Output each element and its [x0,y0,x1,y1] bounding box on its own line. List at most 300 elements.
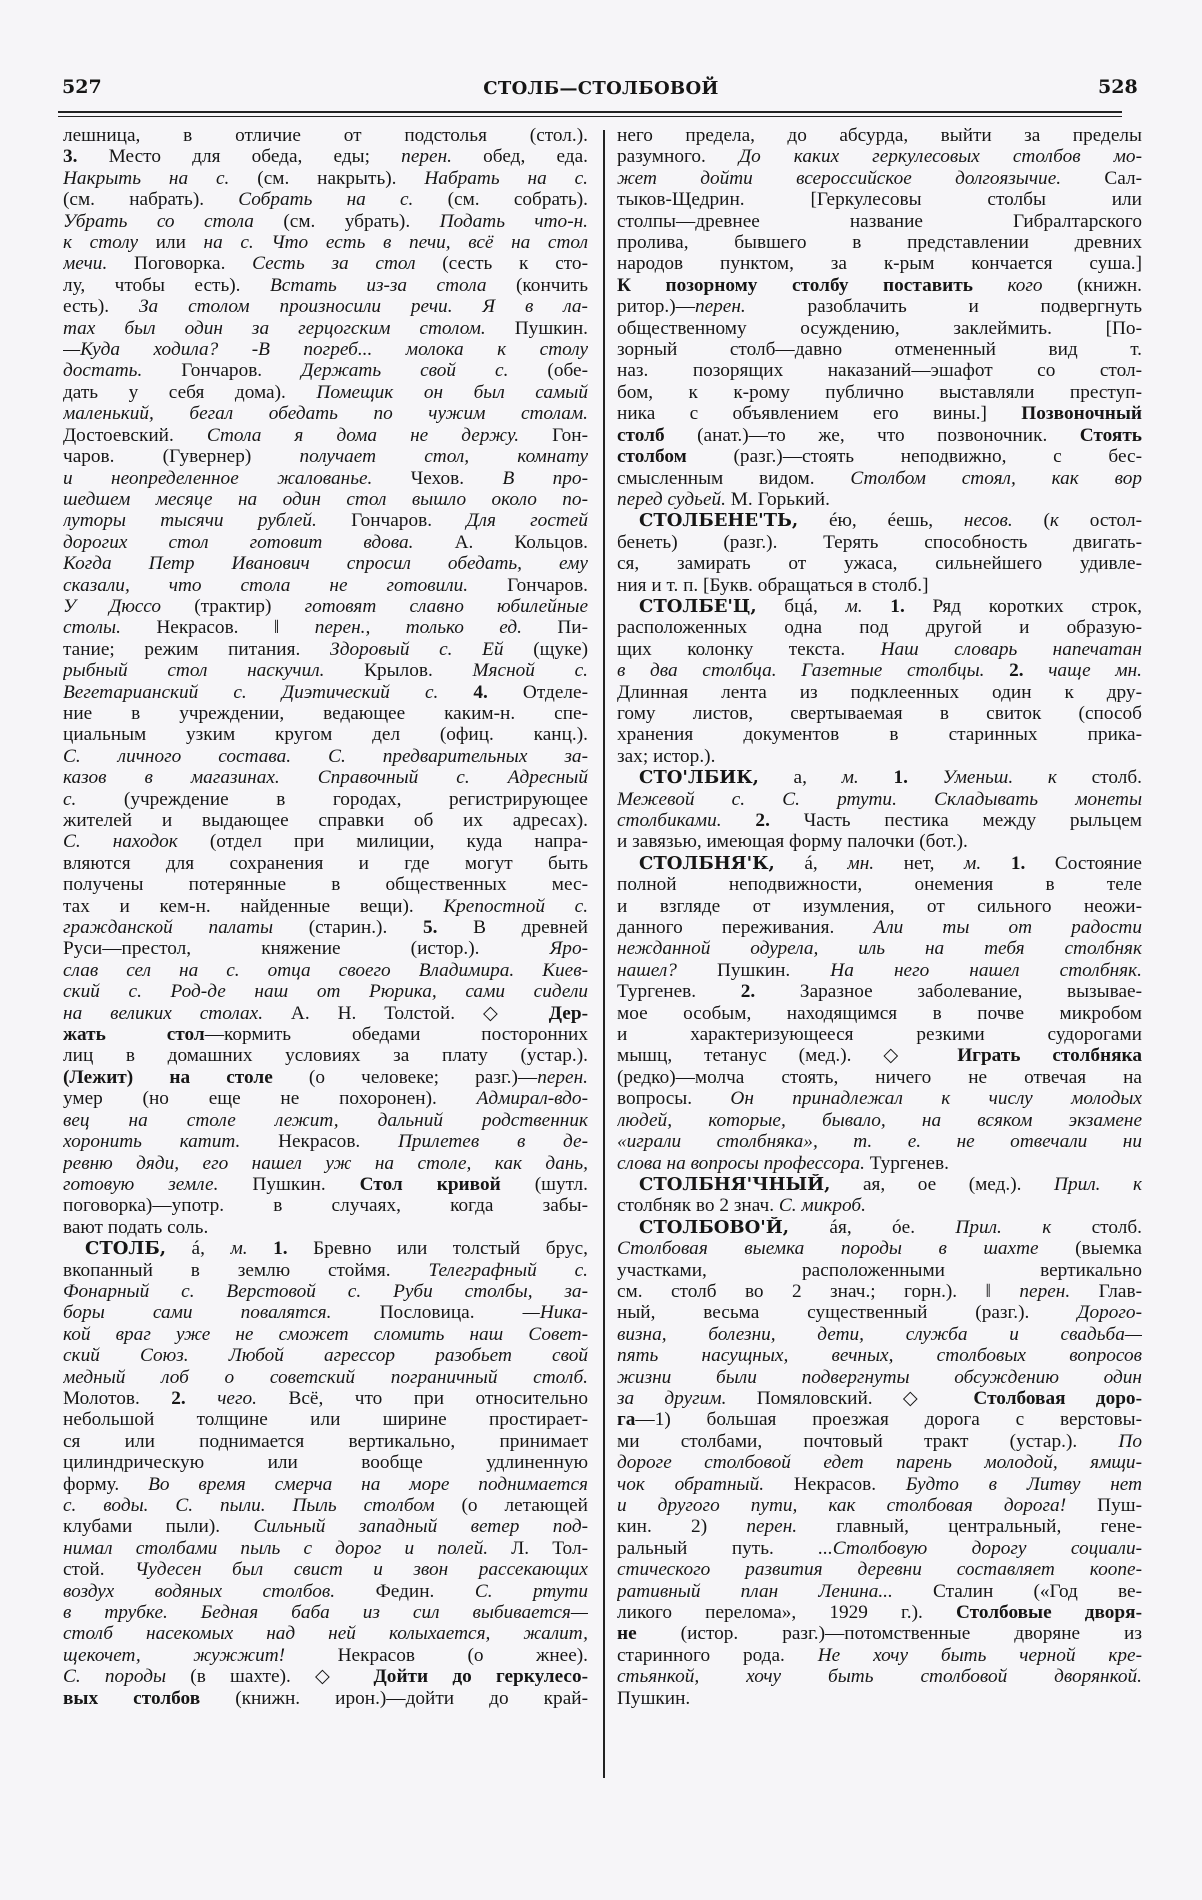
text-line [63,981,588,1002]
italic-example: стьянкой, хочу быть столбовой дворянкой. [617,1666,1142,1688]
text-line [63,125,588,146]
italic-example: кой враг уже не сможет сломить наш Совет- [63,1323,588,1345]
italic-example: Али ты от радости [873,917,1142,939]
italic-example: Мясной с. [472,660,588,682]
bold-phrase: Дер- [548,1002,588,1024]
text-line [617,1238,1142,1259]
text-line [63,1067,588,1088]
italic-example: столы. [63,617,121,639]
text-line [63,1195,588,1216]
text-line [617,1452,1142,1473]
bold-phrase: 1. [1010,852,1026,874]
text-line [63,874,588,895]
italic-example: Держать свой с. [301,360,509,382]
text-line [63,1110,588,1131]
italic-example: к [1049,510,1059,532]
text-run: (см. собрать). [413,189,588,211]
text-line [617,425,1142,446]
text-run: А. Н. Толстой. ◇ [263,1002,549,1024]
italic-example: визна, болезни, дети, служба и свадьба— [617,1323,1142,1345]
italic-example: Во время смерча на море поднимается [148,1473,588,1495]
text-run: (кончить [486,274,588,296]
text-line [63,489,588,510]
text-line [617,1260,1142,1281]
text-line [63,617,588,638]
text-run: Поговорка. [107,253,253,275]
italic-example: Здоровый с. Ей [329,638,504,660]
text-run: (анат.)—то же, что позвоночник. [664,424,1080,446]
text-line [63,938,588,959]
italic-example: столб насекомых над ней колыхается, жалит, [63,1623,588,1645]
text-line [63,1409,588,1430]
italic-example: на с. Что есть в печи, всё на стол [203,232,588,254]
text-run: Некрасов. ‖ [120,617,315,639]
text-line [63,1302,588,1323]
text-run: á, [165,1238,231,1260]
text-line [617,575,1142,596]
bold-phrase: Стол кривой [359,1173,501,1195]
text-run: разумного. [617,146,739,168]
text-line [617,1431,1142,1452]
text-line [617,1003,1142,1024]
bold-phrase: К позорному столбу поставить [617,274,973,296]
text-run: ный, весьма существенный (разг.). [617,1302,1078,1324]
italic-example: Наш словарь напечатан [880,638,1142,660]
text-run: (см. набрать). [63,189,239,211]
text-line [617,1559,1142,1580]
italic-example: Набрать на с. [424,167,588,189]
text-line [63,789,588,810]
entry-headword-line [617,510,1142,531]
italic-example: Встать из-за стола [269,274,487,296]
italic-example: ративный план Ленина... [617,1580,893,1602]
text-run: и взгляде от изумления, от сильного неожи- [617,895,1142,917]
italic-example: Будто в Литву нет [905,1473,1142,1495]
text-run: (книжн. [1042,274,1142,296]
text-run: ритор.)— [617,296,695,318]
text-line [617,1602,1142,1623]
italic-example: Подать что-н. [439,210,588,232]
italic-example: кого [1007,274,1043,296]
text-run: ся или поднимается вертикально, принимает [63,1430,588,1452]
text-line [617,1345,1142,1366]
bold-phrase: 2. [755,810,770,831]
text-line [617,789,1142,810]
entry-headword-line [63,1238,588,1259]
italic-example: с. воды. С. пыли. Пыль столбом [63,1495,435,1516]
bold-phrase: Столбовые дворя- [955,1602,1142,1624]
text-line [63,168,588,189]
text-run: Пушкин. [617,1687,691,1709]
text-line [63,1174,588,1195]
text-run: столб. [1056,767,1142,789]
text-run: Пословица. [331,1302,523,1324]
italic-example: несов. [963,510,1013,532]
italic-example: чок обратный. [617,1473,765,1495]
text-run: (трактир) [161,595,305,617]
text-run: (учреждение в городах, регистрирующее [76,788,588,810]
text-run [981,853,1011,874]
text-run: ся, замирать от ужаса, сильнейшего удивле- [617,553,1142,575]
text-line [63,703,588,724]
bold-phrase: 2. [171,1387,186,1409]
text-line [63,1538,588,1559]
italic-example: дороге столбовой едет парень молодой, ямщи- [617,1452,1142,1474]
text-line [63,746,588,767]
text-line [63,575,588,596]
text-line [617,1367,1142,1388]
text-run: Место для обеда, еды; [77,146,402,168]
italic-example: нежданной одурела, иль на тебя столбняк [617,938,1142,960]
text-run: (шутл. [500,1173,588,1195]
entry-headword-line [617,1174,1142,1195]
text-run: гому листов, свертываемая в свиток (способ [617,702,1142,724]
text-run: (см. убрать). [253,210,440,232]
text-run: Гончаров. [142,360,302,382]
bold-phrase: 1. [273,1238,288,1260]
text-line [617,1495,1142,1516]
text-run [859,767,894,788]
text-line [63,360,588,381]
text-line [63,1131,588,1152]
text-run: Пушкин. [485,317,588,339]
italic-example: До каких геркулесовых столбов мо- [738,146,1142,168]
text-run: чаров. (Гувернер) [63,446,300,468]
text-run: бенеть) (разг.). Терять способность двигать- [617,531,1142,553]
text-run: —кормить обедами посторонних [204,1024,588,1046]
text-run: лиц в домашних условиях за плату (устар.). [63,1045,588,1067]
entry-headword-line [617,1217,1142,1238]
text-line [63,810,588,831]
italic-example: За столом произносили речи. Я в ла- [138,296,588,318]
italic-example: ревню дяди, его нашел уж на столе, как дань, [63,1152,588,1174]
italic-example: Межевой с. С. ртути. Складывать монеты [617,788,1142,810]
italic-example: рыбный стол наскучил. [63,660,325,682]
text-line [63,917,588,938]
text-line [617,339,1142,360]
italic-example: перен. [537,1066,588,1088]
italic-example: м. [964,852,982,874]
right-column [617,125,1142,1709]
text-line [617,189,1142,210]
bold-phrase: 4. [473,681,488,703]
italic-example: стического развития деревни составляет коопе- [617,1559,1142,1581]
italic-example: готовую земле. [63,1173,219,1195]
bold-phrase: Столбовая доро- [973,1387,1142,1409]
text-line [63,1452,588,1473]
text-run: вают подать соль. [63,1216,209,1238]
text-run: Достоевский. [63,424,207,446]
text-line [617,168,1142,189]
text-run: умер (но еще не похоронен). [63,1088,477,1110]
text-line [617,1067,1142,1088]
text-run: ника с объявлением его вины.] [617,403,1022,425]
text-run: М. Горький. [725,488,830,510]
text-line [63,660,588,681]
text-line [617,489,1142,510]
bold-phrase: га [617,1409,636,1431]
italic-example: пять насущных, вечных, столбовых вопросов [617,1345,1142,1367]
italic-example: к [1047,767,1057,789]
bold-phrase: Позвоночный [1021,403,1142,425]
text-line [63,532,588,553]
text-line [617,1324,1142,1345]
text-run: есть). [63,296,139,318]
text-line [63,1495,588,1516]
bold-phrase: 1. [893,767,908,789]
text-line [63,1666,588,1687]
text-run: Чехов. [372,467,503,489]
text-line [617,1409,1142,1430]
italic-example: вец на столе лежит, дальний родственник [63,1109,588,1131]
text-run: расположенных одна под другой и образую- [617,617,1142,639]
headword: СТО'ЛБИК, [639,767,759,789]
running-head: СТОЛБ—СТОЛБОВОЙ [483,78,719,99]
text-line [617,1516,1142,1537]
text-run: á, [774,852,848,874]
text-run: ние в учреждении, ведающее каким-н. спе- [63,702,588,724]
text-run: и характеризующееся резкими судорогами [617,1024,1142,1046]
text-run: ральный путь. [617,1537,819,1559]
text-line [63,1602,588,1623]
text-line [617,660,1142,681]
text-run: —1) большая проезжая дорога с верстовы- [635,1409,1142,1431]
text-run: полной неподвижности, онемения в теле [617,874,1142,896]
text-run: Гончаров. [468,574,588,596]
text-line [617,360,1142,381]
text-line [617,403,1142,424]
text-line [617,703,1142,724]
text-run: (в шахте). ◇ [166,1666,374,1688]
italic-example: м. [841,767,859,789]
italic-example: готовят славно юбилейные [304,595,588,617]
italic-example: По [1118,1430,1142,1452]
italic-example: казов в магазинах. Справочный с. Адресный [63,767,588,789]
text-line [617,1645,1142,1666]
text-run: столбняк во 2 знач. [617,1195,779,1217]
italic-example: Убрать со стола [63,210,254,232]
text-line [63,339,588,360]
text-run: или [138,232,204,254]
text-line [617,232,1142,253]
text-run: áя, óе. [789,1216,956,1238]
text-run [186,1388,217,1409]
italic-example: жизни были подвергнуты обсуждению один [617,1366,1142,1388]
italic-example: шедшем месяце на один стол вышло около по- [63,488,588,510]
entry-headword-line [617,596,1142,617]
text-run: Федин. [335,1580,475,1602]
text-run: клубами пыли). [63,1516,254,1538]
italic-example: и другого пути, как столбовая дорога! [617,1495,1067,1516]
text-line [63,1559,588,1580]
text-line [617,1110,1142,1131]
text-line [63,296,588,317]
text-run: см. столб во 2 знач.; горн.). ‖ [617,1280,1020,1302]
italic-example: Стола я дома не держу. [206,424,520,446]
italic-example: перен., только ед. [314,617,522,639]
text-run: Гончаров. [316,510,467,532]
italic-example: луторы тысячи рублей. [63,510,317,532]
bold-phrase: вых столбов [63,1687,201,1709]
bold-phrase: Играть столбняка [957,1045,1142,1067]
bold-phrase: 3. [63,146,78,168]
italic-example: столбиками. [617,810,722,831]
text-line [63,468,588,489]
text-line [617,639,1142,660]
text-line [63,1003,588,1024]
text-run: столпы—древнее название Гибралтарского [617,210,1142,232]
text-line [63,1474,588,1495]
text-run: Бревно или толстый брус, [287,1238,588,1260]
italic-example: к столу [63,232,138,254]
text-run: обед, еда. [451,146,588,168]
text-run [863,596,891,617]
text-run: тах и кем-н. найденные вещи). [63,895,444,917]
text-run: вопросы. [617,1088,731,1110]
text-run: Л. Тол- [488,1537,588,1559]
text-run [1024,660,1049,681]
italic-example: слав сел на с. отца своего Владимира. Киев- [63,959,588,981]
text-line [617,724,1142,745]
text-run: участками, расположенными вертикально [617,1259,1142,1281]
text-run: смысленным видом. [617,467,851,489]
text-line [617,896,1142,917]
italic-example: людей, которые, бывало, на всяком экзамене [617,1109,1142,1131]
text-run: мышц, тетанус (мед.). ◇ [617,1045,958,1067]
text-run: Пи- [521,617,588,639]
italic-example: Помещик он был самый [316,381,588,403]
text-run: небольшой толщине или ширине простирает- [63,1409,588,1431]
text-line [617,553,1142,574]
text-line [617,682,1142,703]
text-line [63,1345,588,1366]
italic-example: Прил. к [1054,1173,1142,1195]
text-line [63,1324,588,1345]
text-run: (о человеке; разг.)— [272,1066,538,1088]
text-run: старинного рода. [617,1644,818,1666]
text-line [617,296,1142,317]
text-run: Пушкин. [218,1173,360,1195]
text-line [63,596,588,617]
text-run: столб. [1051,1216,1142,1238]
text-line [617,211,1142,232]
italic-example: щекочет, жужжит! [63,1644,286,1666]
italic-example: Когда Петр Иванович спросил обедать, ему [63,553,588,575]
text-line [617,318,1142,339]
text-line [63,1045,588,1066]
text-run: ( [1012,510,1050,532]
italic-example: ский с. Род-де наш от Рюрика, сами сидели [63,981,588,1003]
text-line [617,1623,1142,1644]
italic-example: Накрыть на с. [63,167,230,189]
text-run: ая, ое (мед.). [830,1173,1055,1195]
text-line [63,1431,588,1452]
text-line [617,981,1142,1002]
text-line [617,960,1142,981]
italic-example: слова на вопросы профессора. [617,1152,865,1174]
italic-example: Дорого- [1077,1302,1142,1324]
italic-example: сказали, что стола не готовили. [63,574,469,596]
italic-example: на великих столах. [63,1002,264,1024]
bold-phrase: столб [617,424,665,446]
text-run: Отделе- [487,681,588,703]
text-run [248,1238,274,1259]
text-run: (истор. разг.)—потомственные дворяне из [636,1623,1142,1645]
text-run: бом, к к-рому публично выставляли преступ- [617,381,1142,403]
text-run: кин. 2) [617,1516,747,1538]
text-line [63,724,588,745]
italic-example: перен. [401,146,452,168]
text-line [63,1388,588,1409]
text-line [63,1367,588,1388]
italic-example: Адмирал-вдо- [476,1088,588,1110]
text-run: лешница, в отличие от подстолья (стол.). [63,125,588,146]
italic-example: С. породы [63,1666,167,1688]
text-line [63,1645,588,1666]
italic-example: боры сами повалятся. [63,1302,332,1324]
italic-example: воздух водяных столбов. [63,1580,336,1602]
headword: СТОЛБНЯ'ЧНЫЙ, [639,1173,831,1195]
text-line [63,1581,588,1602]
text-run: Состояние [1025,852,1142,874]
text-run: Всё, что при относительно [256,1387,588,1409]
italic-example: медный лоб о советский пограничный столб. [63,1366,588,1388]
entry-headword-line [617,853,1142,874]
italic-example: достать. [63,360,143,382]
italic-example: Для гостей [466,510,588,532]
text-line [63,1024,588,1045]
bold-phrase: Стоять [1079,424,1142,446]
text-line [63,211,588,232]
italic-example: —Ника- [522,1302,588,1324]
text-run: Тургенев. [617,981,741,1003]
italic-example: хоронить катит. [63,1131,241,1153]
italic-example: Вегетарианский с. Диэтический с. [63,681,439,703]
italic-example: перен. [694,296,746,318]
text-line [617,1088,1142,1109]
text-run [973,275,1008,296]
text-line [617,1045,1142,1066]
italic-example: и неопределенное жалованье. [63,467,373,489]
text-run: (о летающей [434,1495,588,1516]
text-run: хранения документов в старинных прика- [617,724,1142,746]
text-run: Сталин («Год ве- [892,1580,1142,1602]
text-line [63,1088,588,1109]
text-run: вляются для сохранения и где могут быть [63,852,588,874]
text-line [617,532,1142,553]
text-line [617,146,1142,167]
text-run: зах; истор.). [617,745,716,767]
text-run: (старин.). [273,917,423,939]
italic-example: Столбом стоял, как вор [850,467,1142,489]
text-line [63,382,588,403]
text-run: ми столбами, почтовый тракт (устар.). [617,1430,1119,1452]
text-run: Глав- [1070,1280,1142,1302]
italic-example: гражданской палаты [63,917,274,939]
italic-example: Прилетев в де- [397,1131,588,1153]
italic-example: с. [63,788,77,810]
text-line [63,853,588,874]
text-line [617,1024,1142,1045]
text-run: (редко)—молча стоять, ничего не отвечая на [617,1066,1142,1088]
page-number-left: 527 [62,76,102,98]
text-line [617,253,1142,274]
text-line [617,1538,1142,1559]
text-run: главный, центральный, гене- [797,1516,1142,1538]
italic-example: тах был один за герцогским столом. [63,317,486,339]
bold-phrase: столбом [617,446,687,468]
text-run [908,767,943,788]
